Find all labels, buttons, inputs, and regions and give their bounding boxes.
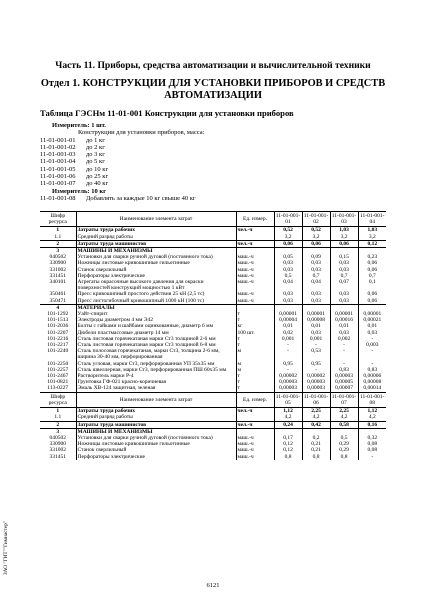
header-col: 11-01-001-05	[275, 393, 301, 406]
cell-value: 2,25	[302, 408, 330, 415]
cell-unit: м	[236, 367, 274, 373]
table-row	[40, 454, 386, 460]
meter-label-2: Измеритель: 10 кг	[52, 187, 107, 195]
cell-code: 101-2250	[47, 360, 69, 367]
cell-name: Агрегаты окрасочные высокого давления для окраски поверхностей конструкций мощностью 1 кВт	[76, 279, 236, 291]
cell-value: 0,23	[358, 254, 386, 260]
header-code: Шифр ресурса	[40, 212, 76, 227]
cell-value: 0,00021	[358, 317, 386, 323]
cell-unit: маш.-ч	[236, 298, 274, 305]
cell-value: 0,03	[302, 267, 330, 273]
table-row	[40, 240, 386, 247]
cell-name: Сталь полосовая горячекатаная, марки Ст3, толщина 2-6 мм, ширина 30-40 мм, перфорированная	[76, 348, 236, 360]
part-title: Часть 11. Приборы, средства автоматизации и вычислительной техники	[55, 60, 371, 71]
cell-code: 101-0821	[47, 379, 69, 386]
header-name: Наименование элемента затрат	[76, 212, 236, 227]
cell-value: 0,01	[302, 323, 330, 329]
table-row	[40, 227, 386, 234]
cell-unit	[236, 234, 274, 241]
cell-value: 0,02	[274, 330, 302, 336]
cell-value: -	[302, 342, 330, 348]
cell-value: 0,03	[358, 330, 386, 336]
cell-unit: м	[236, 348, 274, 360]
cell-value: -	[330, 361, 358, 367]
cell-unit: чел.-ч	[236, 408, 274, 415]
cell-value: 0,12	[274, 441, 302, 447]
cell-code: 3	[40, 248, 76, 255]
cell-value: 0,52	[274, 227, 302, 234]
cell-name: Пресс кривошипный простого действия 25 кН (2,5 тс)	[76, 291, 236, 297]
cell-value: 0,06	[330, 240, 358, 247]
meter-label: Измеритель: 1 шт.	[52, 122, 106, 129]
cell-name: Сталь швеллерная, марки Ст3, перфорированная ПШ 60х35 мм	[76, 367, 236, 373]
cell-value: 0,06	[274, 240, 302, 247]
cell-code: 1.1	[54, 414, 62, 421]
cell-name: МАШИНЫ И МЕХАНИЗМЫ	[76, 428, 236, 435]
cell-value: 0,00001	[302, 311, 330, 317]
cell-name: Пресс листогибочный кривошипный 1000 кН (100 тс)	[76, 298, 236, 305]
cell-value: 1,12	[274, 408, 302, 415]
cell-value: 0,06	[302, 240, 330, 247]
code-desc: до 5 кг	[86, 158, 105, 166]
table-row	[40, 234, 386, 241]
cell-value	[358, 304, 386, 311]
cell-value	[330, 248, 358, 255]
cell-value: -	[302, 367, 330, 373]
header-col: 11-01-001-04	[359, 213, 385, 226]
cell-value: 0,08	[358, 447, 386, 453]
cell-code: 350461	[49, 291, 66, 298]
cell-code: 330900	[49, 260, 66, 267]
cell-code: 331002	[49, 447, 66, 454]
cell-name: Установки для сварки ручной дуговой (постоянного тока)	[76, 254, 236, 260]
cell-unit: маш.-ч	[236, 291, 274, 297]
code-list	[40, 137, 204, 188]
cell-unit: т	[236, 311, 274, 317]
cell-value: 0,01	[274, 323, 302, 329]
cell-unit: кг	[236, 323, 274, 329]
cell-code: 3	[40, 428, 76, 435]
cell-value: 0,09	[302, 254, 330, 260]
cell-value: 0,58	[330, 421, 358, 428]
cell-value: 0,03	[302, 260, 330, 266]
code-line	[40, 158, 204, 165]
cell-value: 0,8	[330, 454, 358, 460]
cell-value: -	[330, 342, 358, 348]
cell-value: 0,00007	[330, 385, 358, 392]
cell-code: 2	[40, 421, 76, 428]
code: 11-01-001-08	[40, 194, 76, 202]
cell-value: 0,00002	[274, 373, 302, 379]
code-line	[40, 151, 204, 158]
cell-code: 101-2207	[47, 329, 69, 336]
cell-code: 101-2036	[47, 323, 69, 330]
cell-value	[330, 304, 358, 311]
cell-value: 0,07	[330, 279, 358, 291]
cell-value: 0,03	[330, 267, 358, 273]
cell-name: МАШИНЫ И МЕХАНИЗМЫ	[76, 248, 236, 255]
cell-unit: т	[236, 342, 274, 348]
table-header-row	[40, 212, 386, 227]
cell-value: 0,03	[330, 298, 358, 305]
code: 11-01-001-04	[40, 158, 76, 166]
cell-code: 331451	[49, 272, 66, 279]
header-unit: Ед. измер.	[236, 212, 274, 227]
cell-name: Электроды диаметром 4 мм Э42	[76, 317, 236, 323]
cell-name: Растворитель марки Р-4	[76, 373, 236, 379]
cell-value: 0,00008	[302, 317, 330, 323]
cell-name: Затраты труда машинистов	[76, 240, 236, 247]
cell-value: 0,03	[274, 298, 302, 305]
code-desc: до 1 кг	[86, 136, 105, 144]
cell-name: Установки для сварки ручной дуговой (постоянного тока)	[76, 435, 236, 441]
cell-code: 101-2217	[47, 342, 69, 349]
cell-name: Средний разряд работы	[76, 234, 236, 241]
cell-value: 0,03	[302, 298, 330, 305]
code: 11-01-001-07	[40, 180, 76, 188]
cell-value: -	[358, 336, 386, 342]
cell-value: -	[358, 348, 386, 360]
cell-value	[302, 428, 330, 435]
cell-unit: т	[236, 373, 274, 379]
cell-value: 0,21	[302, 447, 330, 453]
cell-name: Затраты труда рабочих	[76, 227, 236, 234]
cell-value: 0,95	[274, 361, 302, 367]
code-desc: до 25 кг	[86, 173, 109, 181]
cell-value	[274, 248, 302, 255]
table-row	[40, 298, 386, 305]
cell-code: 101-1513	[47, 317, 69, 324]
cell-unit	[236, 248, 274, 255]
cell-name: Затраты труда машинистов	[76, 421, 236, 428]
cell-value: 0,2	[302, 435, 330, 441]
cell-value: 0,83	[358, 367, 386, 373]
cell-unit: маш.-ч	[236, 254, 274, 260]
cell-value: 0,00016	[330, 317, 358, 323]
cell-value: 0,001	[302, 336, 330, 342]
cell-value: 0,00006	[358, 373, 386, 379]
cell-name: Сталь угловая, марки Ст3, перфорированная УП 35х35 мм	[76, 361, 236, 367]
table-row	[40, 348, 386, 360]
code: 11-01-001-06	[40, 173, 76, 181]
header-col: 11-01-001-03	[331, 213, 357, 226]
cell-value: 0,5	[330, 435, 358, 441]
cell-code: 101-1292	[47, 311, 69, 318]
cell-value: -	[358, 361, 386, 367]
cell-name: Уайт-спирит	[76, 311, 236, 317]
table-title: Таблица ГЭСНм 11-01-001 Конструкции для установки приборов	[40, 108, 294, 118]
code: 11-01-001-02	[40, 143, 76, 151]
cell-value: -	[358, 454, 386, 460]
resource-table-body	[40, 212, 386, 460]
cell-unit: 100 шт.	[236, 330, 274, 336]
cell-value	[358, 428, 386, 435]
table-row	[40, 414, 386, 421]
header-col: 11-01-001-01	[275, 213, 301, 226]
code-line	[40, 173, 204, 180]
cell-value	[358, 248, 386, 255]
cell-value: 3,2	[274, 234, 302, 241]
cell-value: 0,03	[274, 260, 302, 266]
table-row	[40, 428, 386, 435]
cell-code: 1	[40, 227, 76, 234]
cell-value: 4,2	[302, 414, 330, 421]
code-desc: Добавлять за каждые 10 кг свыше 40 кг	[86, 194, 196, 202]
cell-name: Станок сверлильный	[76, 447, 236, 453]
cell-value: 3,2	[302, 234, 330, 241]
cell-value: 0,00003	[274, 379, 302, 385]
cell-unit	[236, 428, 274, 435]
meter-block	[40, 122, 204, 202]
cell-value: 1,03	[330, 227, 358, 234]
cell-name: Грунтовка ГФ-021 красно-коричневая	[76, 379, 236, 385]
cell-value: 4,2	[330, 414, 358, 421]
cell-value: 0,00003	[274, 385, 302, 392]
cell-value: 1,12	[358, 408, 386, 415]
cell-code: 040502	[49, 254, 66, 261]
cell-value: 0,8	[302, 454, 330, 460]
table-row	[40, 385, 386, 392]
cell-value: 0,12	[274, 447, 302, 453]
section-title: Отдел 1. КОНСТРУКЦИИ ДЛЯ УСТАНОВКИ ПРИБОРОВ И СРЕДСТВ АВТОМАТИЗАЦИИ	[40, 78, 386, 102]
cell-value: 0,04	[302, 279, 330, 291]
cell-value: 0,29	[330, 447, 358, 453]
header-col: 11-01-001-02	[303, 213, 329, 226]
cell-unit: т	[236, 336, 274, 342]
cell-code: 113-0227	[47, 385, 69, 392]
cell-value: 0,7	[302, 273, 330, 279]
cell-unit: м	[236, 361, 274, 367]
cell-name: Средний разряд работы	[76, 414, 236, 421]
cell-value: 0,15	[330, 254, 358, 260]
cell-value: 4,2	[274, 414, 302, 421]
cell-value	[274, 304, 302, 311]
cell-value: 0,12	[358, 240, 386, 247]
cell-value: 0,06	[358, 298, 386, 305]
table-row	[40, 279, 386, 291]
cell-value: 0,00008	[358, 379, 386, 385]
page-number: 6121	[206, 582, 220, 589]
code-line	[40, 195, 204, 202]
cell-value: 2,25	[330, 408, 358, 415]
table-header-row	[40, 392, 386, 407]
cell-value: 0,03	[330, 291, 358, 297]
cell-unit: маш.-ч	[236, 447, 274, 453]
cell-value: 3,2	[330, 234, 358, 241]
cell-unit: маш.-ч	[236, 267, 274, 273]
cell-value: 0,7	[358, 273, 386, 279]
cell-value: 0,01	[358, 323, 386, 329]
cell-value: 0,003	[358, 342, 386, 348]
cell-value: -	[274, 348, 302, 360]
header-code: Шифр ресурса	[40, 392, 76, 407]
cell-value: 0,95	[302, 361, 330, 367]
cell-name: Затраты труда рабочих	[76, 408, 236, 415]
cell-value: 0,52	[302, 227, 330, 234]
cell-value: 0,00003	[302, 385, 330, 392]
cell-code: 331451	[49, 453, 66, 460]
code-desc: до 40 кг	[86, 180, 109, 188]
cell-unit: т	[236, 317, 274, 323]
cell-code: 340101	[49, 279, 66, 286]
cell-value: 0,03	[302, 291, 330, 297]
cell-code: 1.1	[54, 233, 62, 240]
cell-value: 0,001	[274, 336, 302, 342]
cell-value: 0,83	[330, 367, 358, 373]
code-desc: до 10 кг	[86, 165, 109, 173]
cell-code: 350471	[49, 297, 66, 304]
cell-value: 0,00003	[302, 379, 330, 385]
cell-name: Перфораторы электрические	[76, 273, 236, 279]
code: 11-01-001-03	[40, 151, 76, 159]
cell-name: Болты с гайками и шайбами оцинкованные, диаметр 6 мм	[76, 323, 236, 329]
cell-code: 101-2257	[47, 366, 69, 373]
cell-value: 0,29	[330, 441, 358, 447]
cell-value: 0,00001	[274, 311, 302, 317]
cell-value: 0,01	[330, 323, 358, 329]
cell-unit: маш.-ч	[236, 279, 274, 291]
cell-value: 3,2	[358, 234, 386, 241]
cell-unit: маш.-ч	[236, 441, 274, 447]
cell-value: 0,06	[358, 260, 386, 266]
code: 11-01-001-01	[40, 136, 76, 144]
cell-unit: маш.-ч	[236, 260, 274, 266]
cell-value: 0,00001	[358, 311, 386, 317]
cell-name: Дюбели пластмассовые диаметр 14 мм	[76, 330, 236, 336]
cell-name: Перфораторы электрические	[76, 454, 236, 460]
code: 11-01-001-05	[40, 165, 76, 173]
cell-unit: маш.-ч	[236, 435, 274, 441]
cell-value: 0,03	[274, 291, 302, 297]
code-desc: до 3 кг	[86, 151, 105, 159]
meter-description: Конструкции для установки приборов, масса:	[78, 129, 205, 137]
cell-value: 0,24	[274, 421, 302, 428]
cell-value: 0,5	[274, 273, 302, 279]
cell-value: 0,05	[274, 254, 302, 260]
code-line	[40, 180, 204, 187]
cell-value: 0,16	[358, 421, 386, 428]
header-col: 11-01-001-07	[331, 393, 357, 406]
resource-table	[40, 211, 386, 460]
cell-value: 0,00005	[330, 379, 358, 385]
cell-value: -	[330, 348, 358, 360]
cell-code: 040502	[49, 434, 66, 441]
cell-unit: чел.-ч	[236, 227, 274, 234]
cell-value: 0,002	[330, 336, 358, 342]
cell-code: 101-2216	[47, 335, 69, 342]
cell-value	[302, 248, 330, 255]
cell-value: 0,7	[330, 273, 358, 279]
cell-unit: маш.-ч	[236, 454, 274, 460]
code-desc: до 2 кг	[86, 143, 105, 151]
cell-value: 0,21	[302, 441, 330, 447]
code-line	[40, 166, 204, 173]
cell-code: 4	[40, 304, 76, 311]
cell-value: 1,03	[358, 227, 386, 234]
cell-value: 0,8	[274, 454, 302, 460]
cell-unit: чел.-ч	[236, 421, 274, 428]
cell-name: Станок сверлильный	[76, 267, 236, 273]
cell-unit	[236, 414, 274, 421]
cell-value: 0,08	[358, 441, 386, 447]
cell-name: Ножницы листовые кривошипные гильотинные	[76, 260, 236, 266]
cell-name: МАТЕРИАЛЫ	[76, 304, 236, 311]
cell-value: 0,03	[330, 260, 358, 266]
cell-value: 0,53	[302, 348, 330, 360]
cell-value	[330, 428, 358, 435]
cell-unit: чел.-ч	[236, 240, 274, 247]
cell-value: 0,00001	[330, 311, 358, 317]
cell-name: Ножницы листовые кривошипные гильотинные	[76, 441, 236, 447]
cell-name: Сталь листовая горячекатаная марки Ст3 толщиной 6-8 мм	[76, 342, 236, 348]
table-row	[40, 421, 386, 428]
cell-unit: маш.-ч	[236, 273, 274, 279]
cell-code: 1	[40, 408, 76, 415]
cell-value: 0,03	[330, 330, 358, 336]
cell-value: 0,00014	[358, 385, 386, 392]
code-line	[40, 137, 204, 144]
side-stamp: ЗАО "ГИТ""Гимнастер"	[3, 520, 9, 575]
cell-value: 0,06	[358, 267, 386, 273]
cell-code: 101-2240	[47, 348, 69, 355]
header-name: Наименование элемента затрат	[76, 392, 236, 407]
cell-name: Сталь листовая горячекатаная марки Ст3 толщиной 2-6 мм	[76, 336, 236, 342]
code-line	[40, 144, 204, 151]
cell-value: 0,03	[302, 330, 330, 336]
cell-code: 331002	[49, 266, 66, 273]
cell-name: Эмаль ХВ-124 защитная, зеленая	[76, 385, 236, 392]
cell-value: 0,03	[274, 267, 302, 273]
cell-value: 4,2	[358, 414, 386, 421]
cell-value	[302, 304, 330, 311]
header-col: 11-01-001-08	[359, 393, 385, 406]
header-unit: Ед. измер.	[236, 392, 274, 407]
cell-value: 0,00003	[330, 373, 358, 379]
cell-value: 0,17	[274, 435, 302, 441]
cell-unit: т	[236, 379, 274, 385]
cell-value: 0,1	[358, 279, 386, 291]
cell-value: -	[274, 342, 302, 348]
cell-unit: т	[236, 385, 274, 392]
header-col: 11-01-001-06	[303, 393, 329, 406]
cell-unit	[236, 304, 274, 311]
cell-value: 0,32	[358, 435, 386, 441]
cell-value	[274, 428, 302, 435]
cell-value: 0,42	[302, 421, 330, 428]
cell-value: -	[274, 367, 302, 373]
cell-code: 330900	[49, 441, 66, 448]
cell-value: 0,04	[274, 279, 302, 291]
cell-value: 0,06	[358, 291, 386, 297]
cell-value: 0,00002	[302, 373, 330, 379]
cell-code: 2	[40, 240, 76, 247]
cell-value: 0,00004	[274, 317, 302, 323]
cell-code: 101-2467	[47, 373, 69, 380]
